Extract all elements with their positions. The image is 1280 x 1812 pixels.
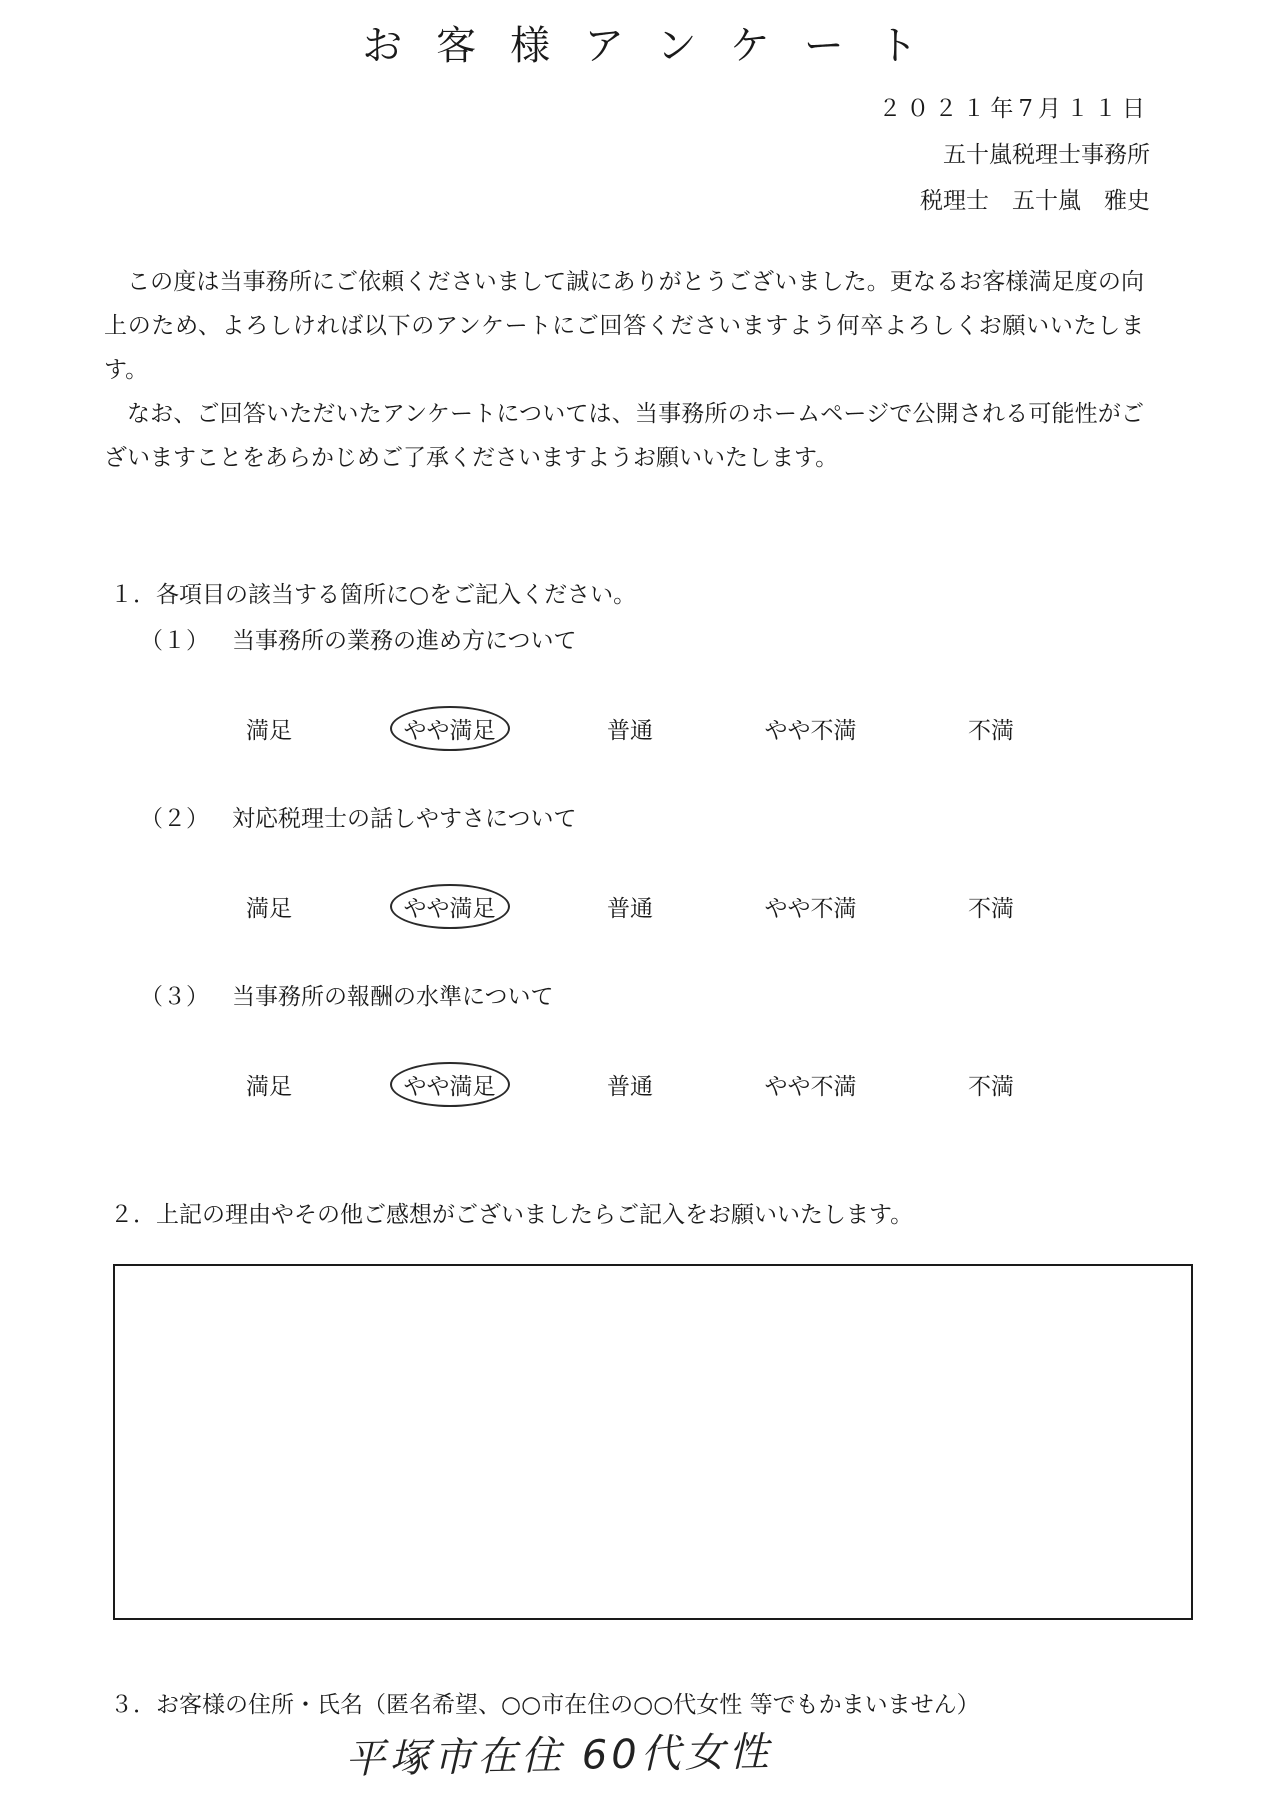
rating-option-dissatisfied[interactable]: 不満	[968, 1074, 1014, 1100]
question-3-label: ３．お客様の住所・氏名（匿名希望、○○市在住の○○代女性 等でもかまいません）	[110, 1692, 980, 1718]
page-title: お客様アンケート	[362, 23, 952, 69]
rating-option-satisfied[interactable]: 満足	[246, 718, 292, 744]
item-text: 当事務所の報酬の水準について	[232, 984, 554, 1010]
rating-option-somewhat-satisfied-selected[interactable]: やや満足	[398, 1068, 502, 1101]
item-text: 当事務所の業務の進め方について	[232, 628, 577, 654]
rating-option-somewhat-dissatisfied[interactable]: やや不満	[764, 896, 857, 922]
question-2-label: ２．上記の理由やその他ご感想がございましたらご記入をお願いいたします。	[110, 1202, 914, 1228]
rating-option-dissatisfied[interactable]: 不満	[968, 896, 1014, 922]
question-1-item-3	[140, 978, 554, 1011]
rating-option-neutral[interactable]: 普通	[607, 1074, 653, 1100]
document-date: ２０２１年7月１１日	[878, 96, 1150, 122]
rating-option-dissatisfied[interactable]: 不満	[968, 718, 1014, 744]
rating-option-satisfied[interactable]: 満足	[246, 1074, 292, 1100]
question-1-label: １．各項目の該当する箇所に○をご記入ください。	[110, 582, 637, 608]
rating-option-neutral[interactable]: 普通	[607, 718, 653, 744]
signer-name: 税理士 五十嵐 雅史	[920, 188, 1150, 214]
rating-option-neutral[interactable]: 普通	[607, 896, 653, 922]
handwritten-answer: 平塚市在住 60代女性	[344, 1729, 774, 1783]
item-number: （２）	[140, 806, 209, 832]
intro-paragraph-1: この度は当事務所にご依頼くださいまして誠にありがとうございました。更なるお客様満足度の向上のため、よろしければ以下のアンケートにご回答くださいますよう何卒よろしくお願いいたします。	[104, 269, 1144, 383]
item-number: （１）	[140, 628, 209, 654]
question-1-item-1	[140, 622, 577, 655]
rating-options-2	[240, 890, 1020, 923]
rating-option-somewhat-satisfied-selected[interactable]: やや満足	[398, 890, 502, 923]
rating-option-somewhat-dissatisfied[interactable]: やや不満	[764, 1074, 857, 1100]
rating-option-somewhat-dissatisfied[interactable]: やや不満	[764, 718, 857, 744]
office-name: 五十嵐税理士事務所	[943, 142, 1150, 168]
rating-option-satisfied[interactable]: 満足	[246, 896, 292, 922]
intro-paragraph-2: なお、ご回答いただいたアンケートについては、当事務所のホームページで公開される可能性がございますことをあらかじめご了承くださいますようお願いいたします。	[104, 401, 1144, 471]
rating-options-3	[240, 1068, 1020, 1101]
item-text: 対応税理士の話しやすさについて	[232, 806, 577, 832]
comment-box[interactable]	[113, 1264, 1193, 1620]
rating-option-somewhat-satisfied-selected[interactable]: やや満足	[398, 712, 502, 745]
rating-options-1	[240, 712, 1020, 745]
item-number: （３）	[140, 984, 209, 1010]
question-1-item-2	[140, 800, 577, 833]
